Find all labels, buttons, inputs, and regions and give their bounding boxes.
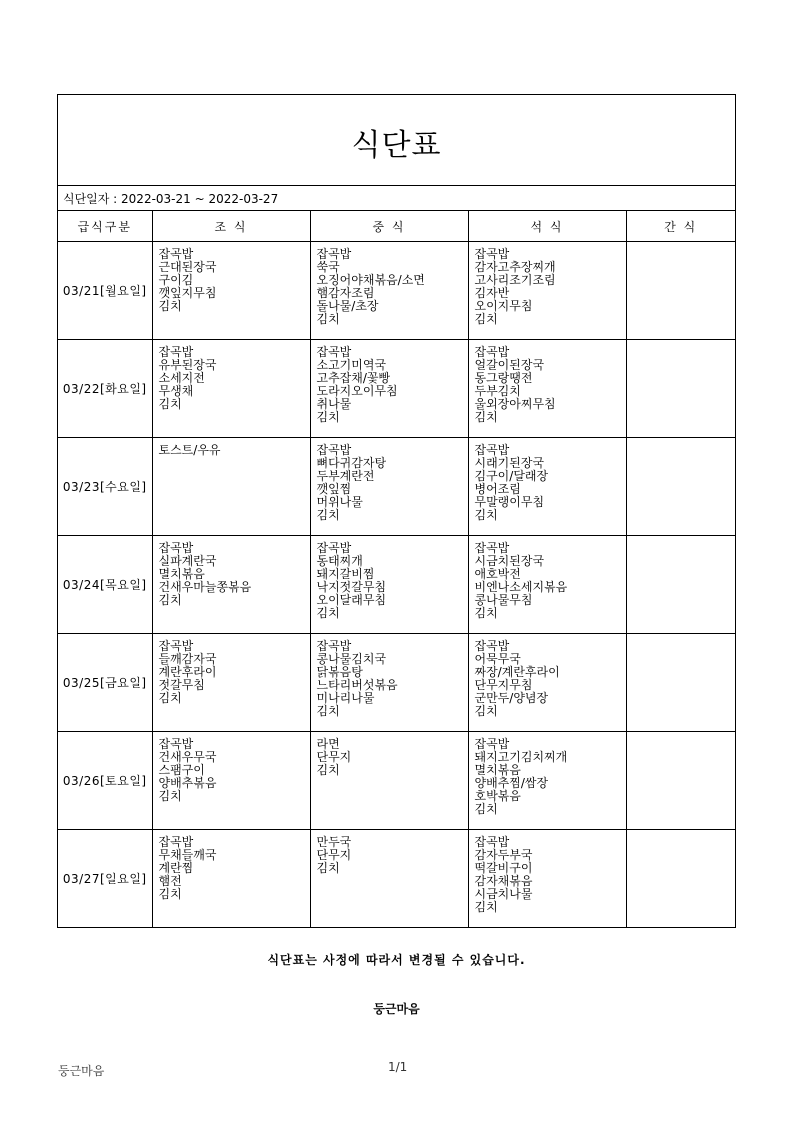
menu-item: 멸치볶음 <box>158 567 205 581</box>
menu-sheet <box>57 94 736 928</box>
period-line: 식단일자 : 2022-03-21 ~ 2022-03-27 <box>58 186 735 211</box>
lunch-menu-list <box>311 242 468 326</box>
menu-item: 무채들깨국 <box>158 848 217 862</box>
header-category: 급식구분 <box>58 211 152 242</box>
menu-item: 콩나물김치국 <box>316 652 387 666</box>
snack-menu-list <box>627 536 736 542</box>
header-snack: 간 식 <box>626 211 735 242</box>
lunch-menu-list <box>311 830 468 875</box>
dinner-menu-list <box>469 536 626 620</box>
menu-item: 머위나물 <box>316 495 363 509</box>
dinner-menu-list <box>469 242 626 326</box>
snack-cell <box>626 438 735 536</box>
menu-item: 동그랑땡전 <box>474 371 533 385</box>
menu-item: 잡곡밥 <box>158 639 194 653</box>
lunch-menu-list <box>311 438 468 522</box>
table-row <box>58 242 735 340</box>
menu-table <box>58 211 735 927</box>
menu-item: 김치 <box>474 312 498 326</box>
menu-item: 쑥국 <box>316 260 340 274</box>
table-row <box>58 830 735 928</box>
day-label: 03/24[목요일] <box>58 536 152 634</box>
snack-menu-list <box>627 438 736 444</box>
menu-item: 계란후라이 <box>158 665 217 679</box>
menu-item: 라면 <box>316 737 340 751</box>
title-box <box>58 95 735 186</box>
breakfast-cell <box>152 340 310 438</box>
menu-item: 김치 <box>158 789 182 803</box>
menu-item: 감자고추장찌개 <box>474 260 556 274</box>
menu-item: 김치 <box>316 704 340 718</box>
header-breakfast: 조 식 <box>152 211 310 242</box>
snack-cell <box>626 340 735 438</box>
table-header-row <box>58 211 735 242</box>
menu-item: 짜장/계란후라이 <box>474 665 560 679</box>
breakfast-menu-list <box>153 536 310 607</box>
menu-table-body <box>58 242 735 928</box>
table-row <box>58 634 735 732</box>
menu-item: 단무지무침 <box>474 678 533 692</box>
lunch-cell <box>310 536 468 634</box>
breakfast-cell <box>152 536 310 634</box>
menu-item: 단무지 <box>316 848 352 862</box>
menu-item: 잡곡밥 <box>316 639 352 653</box>
table-row <box>58 340 735 438</box>
footer-organization: 둥근마음 <box>58 1064 105 1078</box>
snack-menu-list <box>627 830 736 836</box>
menu-item: 김치 <box>316 763 340 777</box>
menu-item: 김치 <box>474 606 498 620</box>
lunch-cell <box>310 340 468 438</box>
menu-item: 잡곡밥 <box>316 247 352 261</box>
breakfast-menu-list <box>153 340 310 411</box>
lunch-cell <box>310 830 468 928</box>
menu-item: 얼갈이된장국 <box>474 358 545 372</box>
menu-item: 잡곡밥 <box>158 541 194 555</box>
dinner-menu-list <box>469 340 626 424</box>
menu-item: 잡곡밥 <box>474 835 510 849</box>
menu-item: 토스트/우유 <box>158 443 221 457</box>
menu-item: 유부된장국 <box>158 358 217 372</box>
dinner-cell <box>468 830 626 928</box>
lunch-cell <box>310 242 468 340</box>
menu-item: 깻잎지무침 <box>158 286 217 300</box>
breakfast-cell <box>152 634 310 732</box>
menu-item: 느타리버섯볶음 <box>316 678 398 692</box>
menu-item: 오징어야채볶음/소면 <box>316 273 425 287</box>
menu-item: 소세지전 <box>158 371 205 385</box>
snack-cell <box>626 830 735 928</box>
breakfast-cell <box>152 732 310 830</box>
menu-item: 김치 <box>474 900 498 914</box>
menu-item: 양배추찜/쌈장 <box>474 776 549 790</box>
menu-item: 고추잡채/꽃빵 <box>316 371 391 385</box>
day-label: 03/25[금요일] <box>58 634 152 732</box>
breakfast-menu-list <box>153 732 310 803</box>
snack-menu-list <box>627 732 736 738</box>
dinner-menu-list <box>469 634 626 718</box>
menu-item: 미나리나물 <box>316 691 375 705</box>
menu-item: 잡곡밥 <box>474 345 510 359</box>
menu-item: 울외장아찌무침 <box>474 397 556 411</box>
menu-item: 뼈다귀감자탕 <box>316 456 387 470</box>
menu-item: 김치 <box>158 593 182 607</box>
page-number: 1/1 <box>388 1060 408 1074</box>
menu-item: 건새우무국 <box>158 750 217 764</box>
menu-item: 잡곡밥 <box>474 639 510 653</box>
day-label: 03/22[화요일] <box>58 340 152 438</box>
menu-item: 김치 <box>316 508 340 522</box>
breakfast-cell <box>152 438 310 536</box>
menu-item: 김치 <box>474 410 498 424</box>
menu-item: 시금치나물 <box>474 887 533 901</box>
menu-item: 감자채볶음 <box>474 874 533 888</box>
menu-item: 비엔나소세지볶음 <box>474 580 568 594</box>
snack-cell <box>626 242 735 340</box>
menu-item: 병어조림 <box>474 482 521 496</box>
menu-item: 돼지고기김치찌개 <box>474 750 568 764</box>
page-title: 식단표 <box>351 128 442 163</box>
menu-item: 김치 <box>316 861 340 875</box>
menu-item: 잡곡밥 <box>474 737 510 751</box>
menu-item: 감자두부국 <box>474 848 533 862</box>
menu-item: 김치 <box>316 312 340 326</box>
breakfast-menu-list <box>153 438 310 457</box>
menu-item: 잡곡밥 <box>158 247 194 261</box>
breakfast-cell <box>152 830 310 928</box>
menu-item: 김치 <box>158 397 182 411</box>
menu-item: 오이달래무침 <box>316 593 387 607</box>
menu-item: 스팸구이 <box>158 763 205 777</box>
table-row <box>58 732 735 830</box>
lunch-cell <box>310 438 468 536</box>
menu-item: 콩나물무침 <box>474 593 533 607</box>
menu-item: 김치 <box>158 887 182 901</box>
menu-item: 젓갈무침 <box>158 678 205 692</box>
lunch-menu-list <box>311 536 468 620</box>
menu-item: 오이지무침 <box>474 299 533 313</box>
menu-item: 두부김치 <box>474 384 521 398</box>
dinner-cell <box>468 242 626 340</box>
menu-item: 구이김 <box>158 273 194 287</box>
menu-item: 실파계란국 <box>158 554 217 568</box>
menu-item: 햄전 <box>158 874 182 888</box>
menu-item: 김치 <box>474 704 498 718</box>
dinner-cell <box>468 732 626 830</box>
menu-item: 잡곡밥 <box>474 247 510 261</box>
menu-item: 김치 <box>158 299 182 313</box>
menu-item: 김치 <box>316 410 340 424</box>
menu-item: 양배추볶음 <box>158 776 217 790</box>
breakfast-menu-list <box>153 830 310 901</box>
menu-item: 김자반 <box>474 286 510 300</box>
day-label: 03/26[토요일] <box>58 732 152 830</box>
menu-item: 단무지 <box>316 750 352 764</box>
menu-item: 시금치된장국 <box>474 554 545 568</box>
menu-item: 잡곡밥 <box>474 443 510 457</box>
header-dinner: 석 식 <box>468 211 626 242</box>
menu-item: 호박볶음 <box>474 789 521 803</box>
menu-item: 도라지오이무침 <box>316 384 398 398</box>
menu-item: 잡곡밥 <box>158 345 194 359</box>
dinner-cell <box>468 438 626 536</box>
day-label: 03/21[월요일] <box>58 242 152 340</box>
menu-item: 김치 <box>158 691 182 705</box>
snack-cell <box>626 536 735 634</box>
menu-item: 잡곡밥 <box>158 835 194 849</box>
menu-item: 잡곡밥 <box>474 541 510 555</box>
menu-item: 돌나물/초장 <box>316 299 379 313</box>
dinner-menu-list <box>469 830 626 914</box>
snack-menu-list <box>627 242 736 248</box>
dinner-cell <box>468 536 626 634</box>
breakfast-cell <box>152 242 310 340</box>
lunch-menu-list <box>311 732 468 777</box>
menu-item: 햄감자조림 <box>316 286 375 300</box>
menu-item: 김치 <box>474 802 498 816</box>
breakfast-menu-list <box>153 242 310 313</box>
menu-item: 취나물 <box>316 397 352 411</box>
dinner-menu-list <box>469 732 626 816</box>
breakfast-menu-list <box>153 634 310 705</box>
menu-item: 근대된장국 <box>158 260 217 274</box>
day-label: 03/23[수요일] <box>58 438 152 536</box>
table-row <box>58 536 735 634</box>
menu-item: 닭볶음탕 <box>316 665 363 679</box>
menu-item: 김치 <box>474 508 498 522</box>
snack-cell <box>626 732 735 830</box>
organization-name: 둥근마음 <box>373 1002 420 1016</box>
menu-item: 김치 <box>316 606 340 620</box>
header-lunch: 중 식 <box>310 211 468 242</box>
dinner-menu-list <box>469 438 626 522</box>
menu-item: 무생채 <box>158 384 194 398</box>
lunch-cell <box>310 732 468 830</box>
snack-menu-list <box>627 634 736 640</box>
menu-item: 잡곡밥 <box>316 443 352 457</box>
menu-item: 애호박전 <box>474 567 521 581</box>
menu-item: 깻잎찜 <box>316 482 352 496</box>
menu-item: 소고기미역국 <box>316 358 387 372</box>
menu-item: 고사리조기조림 <box>474 273 556 287</box>
table-row <box>58 438 735 536</box>
menu-item: 시래기된장국 <box>474 456 545 470</box>
dinner-cell <box>468 340 626 438</box>
menu-item: 돼지갈비찜 <box>316 567 375 581</box>
menu-item: 낙지젓갈무침 <box>316 580 387 594</box>
lunch-menu-list <box>311 340 468 424</box>
day-label: 03/27[일요일] <box>58 830 152 928</box>
menu-item: 계란찜 <box>158 861 194 875</box>
menu-item: 김구이/달래장 <box>474 469 549 483</box>
menu-item: 만두국 <box>316 835 352 849</box>
dinner-cell <box>468 634 626 732</box>
menu-item: 잡곡밥 <box>316 345 352 359</box>
menu-item: 멸치볶음 <box>474 763 521 777</box>
menu-item: 무말랭이무침 <box>474 495 545 509</box>
change-notice: 식단표는 사정에 따라서 변경될 수 있습니다. <box>267 953 526 967</box>
menu-item: 군만두/양념장 <box>474 691 549 705</box>
lunch-menu-list <box>311 634 468 718</box>
snack-menu-list <box>627 340 736 346</box>
menu-item: 잡곡밥 <box>316 541 352 555</box>
menu-item: 두부계란전 <box>316 469 375 483</box>
menu-item: 건새우마늘쫑볶음 <box>158 580 252 594</box>
menu-item: 잡곡밥 <box>158 737 194 751</box>
menu-item: 떡갈비구이 <box>474 861 533 875</box>
menu-item: 어묵무국 <box>474 652 521 666</box>
menu-item: 들깨감자국 <box>158 652 217 666</box>
menu-item: 동태찌개 <box>316 554 363 568</box>
snack-cell <box>626 634 735 732</box>
lunch-cell <box>310 634 468 732</box>
